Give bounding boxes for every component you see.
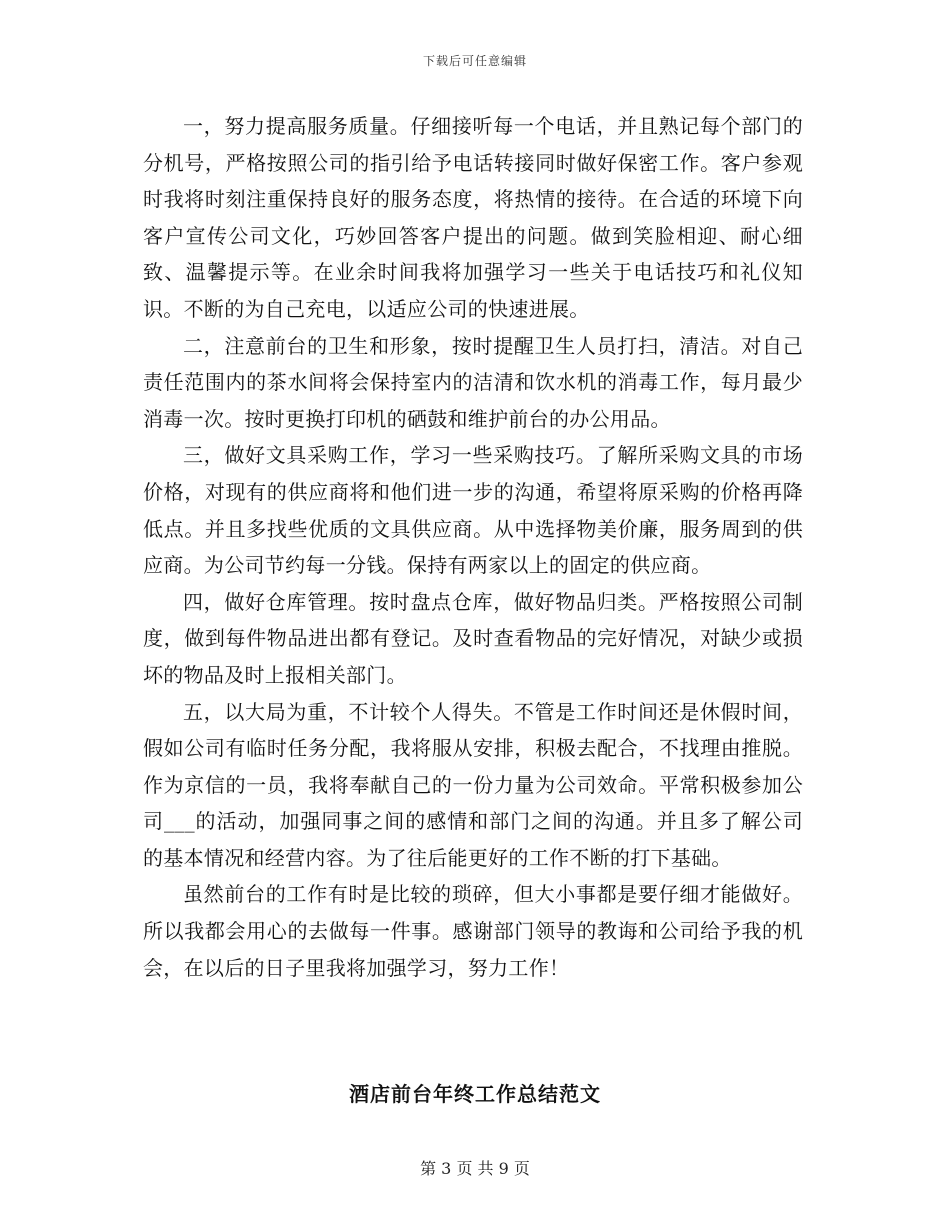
page-number-footer: 第 3 页 共 9 页 xyxy=(420,1159,530,1178)
section-title: 酒店前台年终工作总结范文 xyxy=(349,1082,601,1106)
paragraph-3: 三，做好文具采购工作，学习一些采购技巧。了解所采购文具的市场价格，对现有的供应商将和他们进一步的沟通，希望将原采购的价格再降低点。并且多找些优质的文具供应商。从中选择物美价廉，服务周到的供应商。为公司节约每一分钱。保持有两家以上的固定的供应商。 xyxy=(143,443,803,578)
document-body xyxy=(143,108,803,986)
page-header-note: 下载后可任意编辑 xyxy=(422,54,527,68)
paragraph-2: 二，注意前台的卫生和形象，按时提醒卫生人员打扫，清洁。对自己责任范围内的茶水间将会保持室内的洁清和饮水机的消毒工作，每月最少消毒一次。按时更换打印机的硒鼓和维护前台的办公用品。 xyxy=(143,333,803,431)
paragraph-1: 一，努力提高服务质量。仔细接听每一个电话，并且熟记每个部门的分机号，严格按照公司的指引给予电话转接同时做好保密工作。客户参观时我将时刻注重保持良好的服务态度，将热情的接待。在合适的环境下向客户宣传公司文化，巧妙回答客户提出的问题。做到笑脸相迎、耐心细致、温馨提示等。在业余时间我将加强学习一些关于电话技巧和礼仪知识。不断的为自己充电，以适应公司的快速进展。 xyxy=(143,114,803,321)
paragraph-6: 虽然前台的工作有时是比较的琐碎，但大小事都是要仔细才能做好。所以我都会用心的去做每一件事。感谢部门领导的教诲和公司给予我的机会，在以后的日子里我将加强学习，努力工作！ xyxy=(143,882,803,980)
paragraph-4: 四，做好仓库管理。按时盘点仓库，做好物品归类。严格按照公司制度，做到每件物品进出都有登记。及时查看物品的完好情况，对缺少或损坏的物品及时上报相关部门。 xyxy=(143,589,803,687)
paragraph-5: 五，以大局为重，不计较个人得失。不管是工作时间还是休假时间，假如公司有临时任务分配，我将服从安排，积极去配合，不找理由推脱。作为京信的一员，我将奉献自己的一份力量为公司效命。平常积极参加公司___的活动，加强同事之间的感情和部门之间的沟通。并且多了解公司的基本情况和经营内容。为了往后能更好的工作不断的打下基础。 xyxy=(143,699,803,870)
